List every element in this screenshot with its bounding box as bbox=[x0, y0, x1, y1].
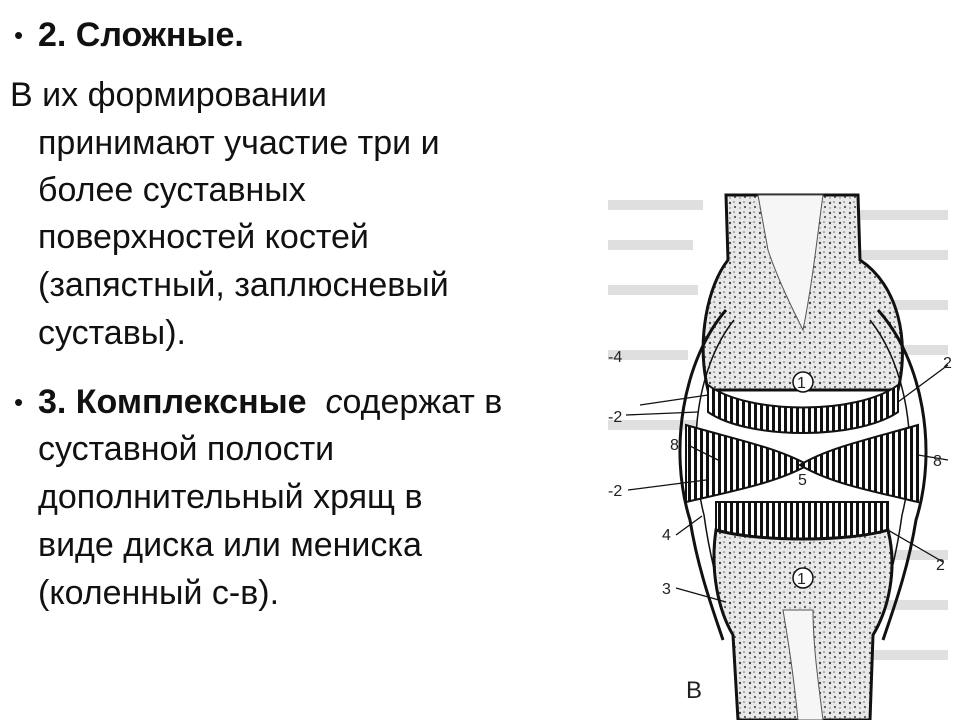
knee-joint-diagram bbox=[598, 190, 960, 720]
paragraph-line: (запястный, заплюсневый bbox=[38, 266, 449, 304]
heading-complex-joints: 2. Сложные. bbox=[38, 16, 244, 54]
bullet-item-3 bbox=[14, 379, 502, 425]
label-5: 5 bbox=[798, 472, 807, 489]
joint-illustration bbox=[598, 190, 960, 720]
label-1-bottom: 1 bbox=[797, 571, 806, 588]
label-8-left: 8 bbox=[670, 437, 679, 454]
paragraph-line: виде диска или мениска bbox=[38, 526, 422, 564]
paragraph-line: более суставных bbox=[38, 171, 306, 209]
label-letter-v: В bbox=[686, 677, 703, 704]
label-2-right-bottom: 2 bbox=[936, 557, 945, 574]
label-3: 3 bbox=[662, 581, 671, 598]
lower-cartilage bbox=[716, 502, 888, 539]
disc-left bbox=[686, 425, 808, 502]
label-4-left: 4 bbox=[662, 527, 671, 544]
paragraph-line: принимают участие три и bbox=[38, 124, 440, 162]
bullet-dot: • bbox=[14, 387, 24, 417]
label-2-left-top: -2 bbox=[608, 409, 623, 426]
label-4-top-left: -4 bbox=[608, 349, 623, 366]
paragraph-line: поверхностей костей bbox=[38, 218, 369, 256]
paragraph-line: дополнительный хрящ в bbox=[38, 478, 423, 516]
paragraph-line: суставной полости bbox=[38, 430, 335, 468]
paragraph-line: В их формировании bbox=[10, 76, 327, 114]
label-2-left-bottom: -2 bbox=[608, 483, 623, 500]
heading-complex-joints-3: 3. Комплексные bbox=[38, 383, 307, 421]
bullet-item-2 bbox=[14, 12, 244, 58]
paragraph-line: (коленный с-в). bbox=[38, 574, 280, 612]
heading-tail-rest: одержат в bbox=[342, 383, 503, 421]
heading-tail-initial: с bbox=[325, 383, 343, 421]
label-8-right: 8 bbox=[933, 453, 942, 470]
bullet-dot: • bbox=[14, 20, 24, 50]
label-1-top: 1 bbox=[797, 375, 806, 392]
paragraph-line: суставы). bbox=[38, 314, 186, 352]
label-2-right-top: 2 bbox=[943, 355, 952, 372]
disc-right bbox=[800, 425, 918, 502]
